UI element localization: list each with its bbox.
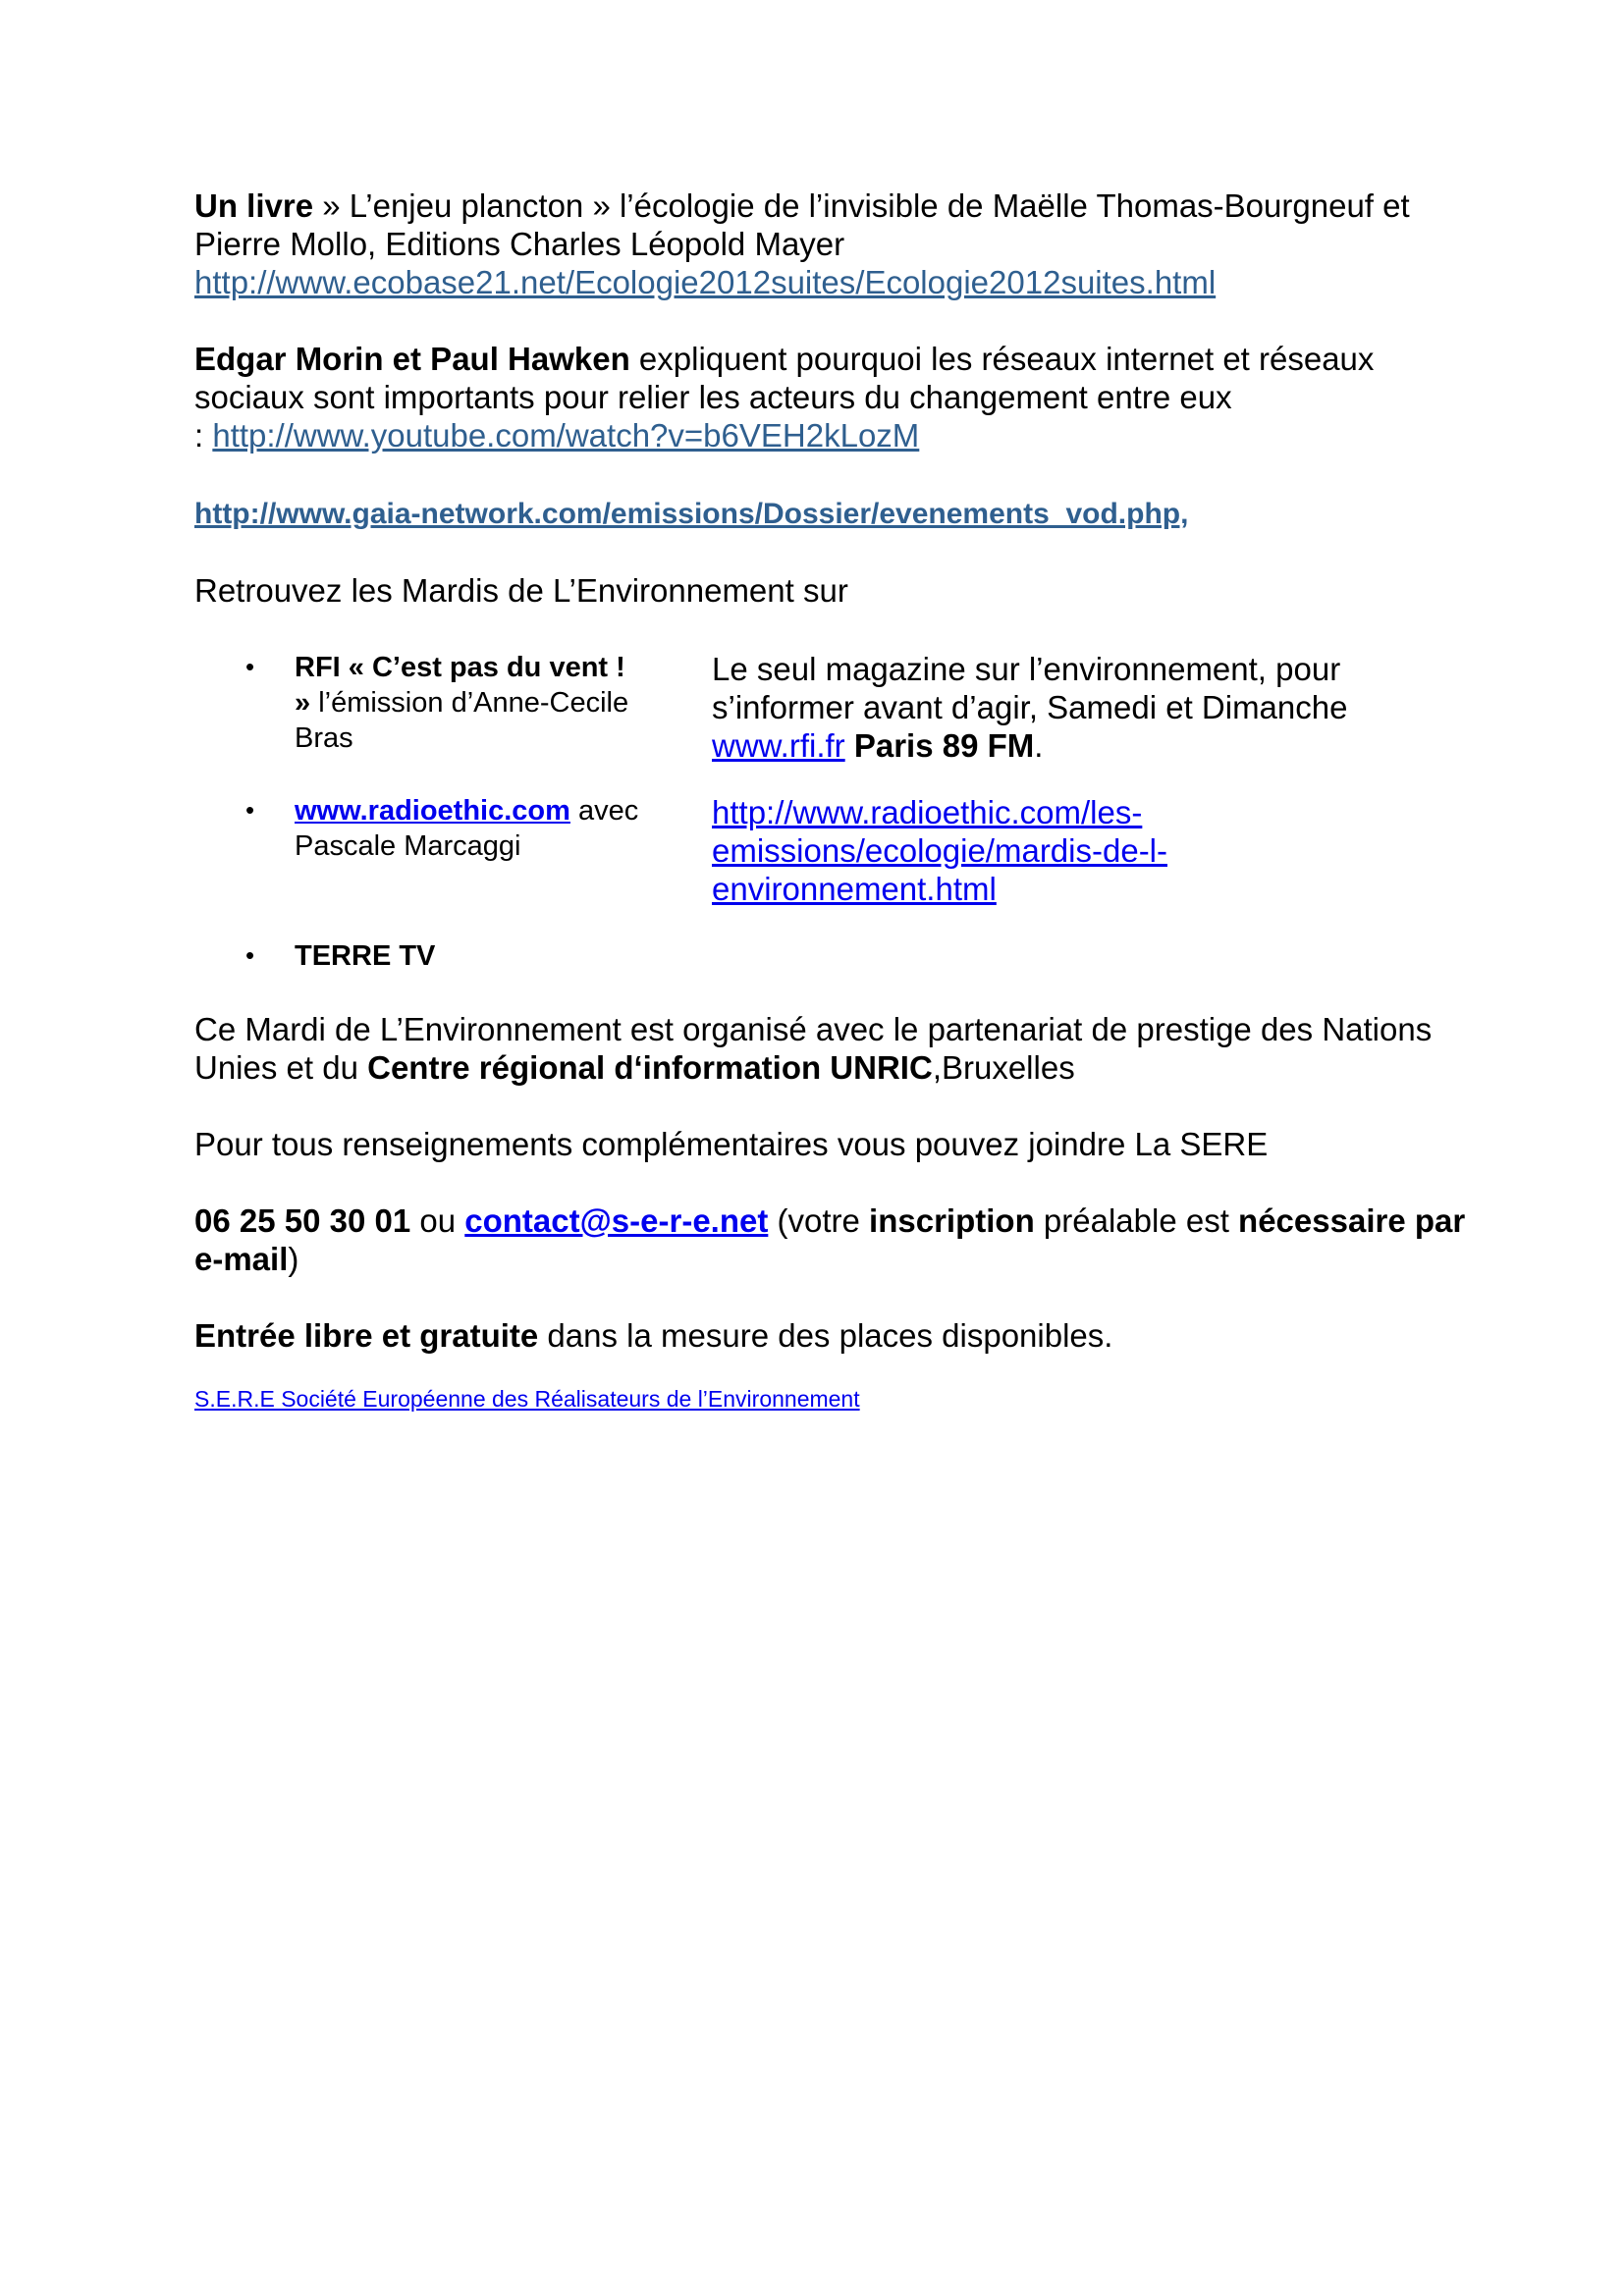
ecobase-link[interactable]: http://www.ecobase21.net/Ecologie2012suites/Ecologie2012suites.html [194,264,1217,300]
footer-paragraph [194,1384,1471,1414]
book-paragraph [194,187,1471,301]
entry-paragraph [194,1316,1471,1355]
contact-or: ou [410,1202,465,1239]
contact-text3: ) [288,1241,299,1277]
media-subtitle: l’émission d’Anne-Cecile Bras [295,687,629,754]
sere-footer-link[interactable]: S.E.R.E Société Européenne des Réalisateurs de l’Environnement [194,1386,860,1412]
media-desc: Le seul magazine sur l’environnement, pour s’informer avant d’agir, Samedi et Dimanche [712,651,1348,725]
gaia-paragraph [194,493,1471,533]
partnership-paragraph [194,1010,1471,1087]
partnership-end: ,Bruxelles [932,1049,1075,1086]
media-subtitle: avec Pascale Marcaggi [295,795,639,862]
morin-prefix: : [194,417,213,454]
morin-names: Edgar Morin et Paul Hawken [194,341,630,377]
media-title: TERRE TV [295,940,436,972]
contact-text2: préalable est [1034,1202,1239,1239]
bullet-icon: • [245,795,255,825]
radioethic-link[interactable]: www.radioethic.com [295,795,570,827]
media-desc-bold: Paris 89 FM [844,727,1035,764]
gaia-link[interactable]: http://www.gaia-network.com/emissions/Dossier/evenements_vod.php, [194,498,1189,530]
entry-bold: Entrée libre et gratuite [194,1317,539,1354]
media-desc-end: . [1034,727,1044,764]
media-list [194,648,1471,972]
radioethic-page-link[interactable]: http://www.radioethic.com/les-emissions/ecologie/mardis-de-l-environnement.html [712,794,1167,907]
contact-text1: (votre [768,1202,870,1239]
youtube-link[interactable]: http://www.youtube.com/watch?v=b6VEH2kLozM [212,417,920,454]
media-desc-cell [712,650,1419,765]
phone-number: 06 25 50 30 01 [194,1202,411,1239]
bullet-icon: • [245,940,255,970]
partnership-text: Ce Mardi de L’Environnement est organisé avec le partenariat de prestige des Nations Unies et du [194,1011,1433,1086]
inscription-word: inscription [869,1202,1035,1239]
email-link[interactable]: contact@s-e-r-e.net [464,1202,769,1239]
document-page [194,187,1471,1414]
necessary-text: nécessaire par e-mail [194,1202,1466,1277]
book-label: Un livre [194,187,314,224]
media-title-cell [295,650,648,756]
info-text: Pour tous renseignements complémentaires vous pouvez joindre La SERE [194,1126,1269,1162]
media-title: RFI « C’est pas du vent ! » [295,652,625,719]
unric-name: Centre régional d‘information UNRIC [367,1049,933,1086]
media-desc-cell [712,793,1419,908]
book-title: » L’enjeu plancton » l’écologie de l’invisible de Maëlle Thomas-Bourgneuf et Pierre Mollo, Editions Charles Léopold Mayer [194,187,1410,262]
media-title-cell [295,938,648,974]
retrouvez-text: Retrouvez les Mardis de L’Environnement sur [194,572,848,609]
media-title-cell [295,793,648,864]
morin-paragraph [194,340,1471,454]
contact-paragraph [194,1201,1471,1278]
rfi-link[interactable]: www.rfi.fr [712,727,845,764]
morin-text: expliquent pourquoi les réseaux internet et réseaux sociaux sont importants pour relier les acteurs du changement entre eux [194,341,1375,415]
bullet-icon: • [245,652,255,681]
entry-text: dans la mesure des places disponibles. [538,1317,1113,1354]
